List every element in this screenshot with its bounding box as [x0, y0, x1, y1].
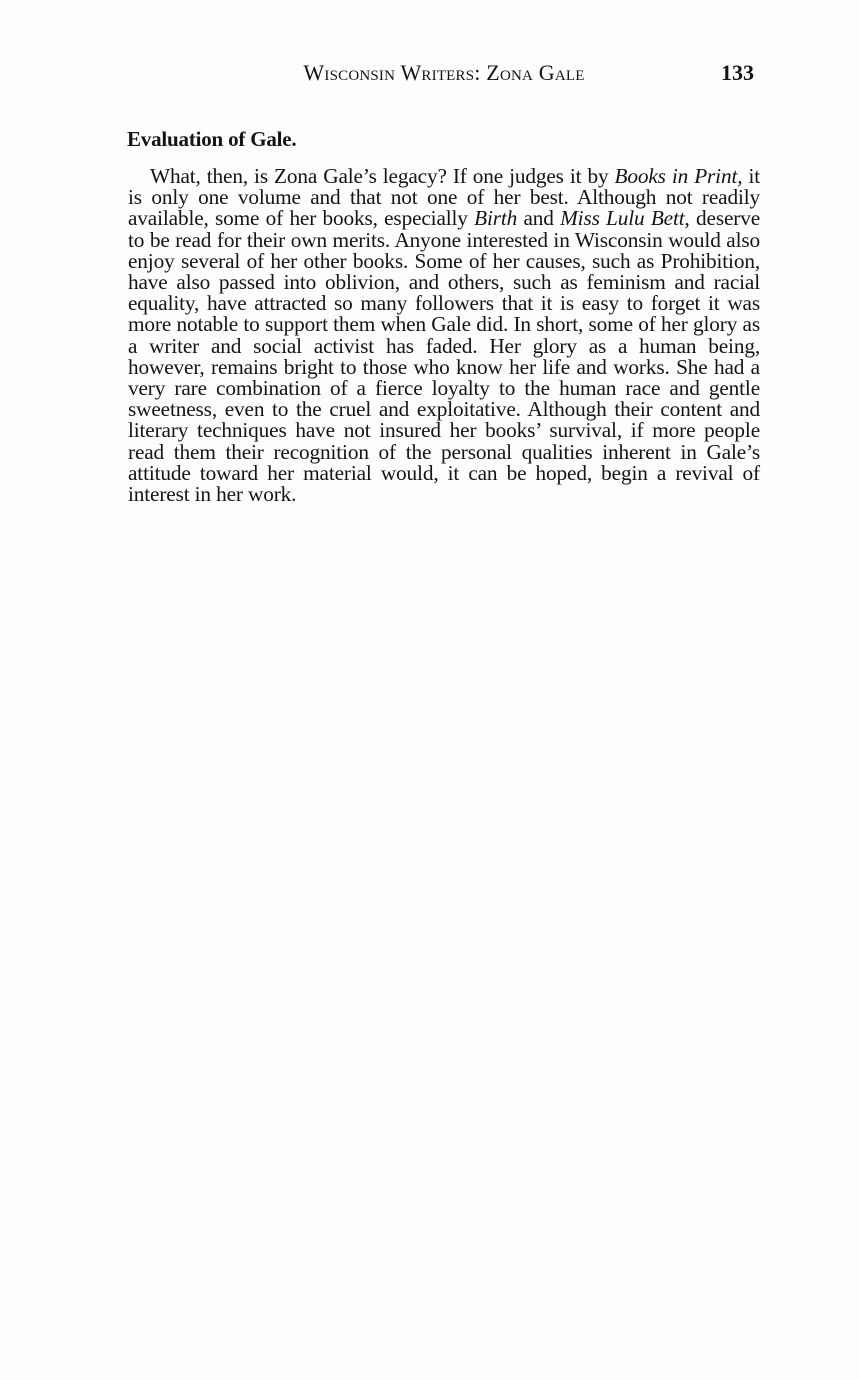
section-heading: Evaluation of Gale.	[127, 127, 297, 151]
page-number: 133	[721, 60, 754, 85]
running-title: Wisconsin Writers: Zona Gale	[303, 60, 585, 85]
italic-title-books-in-print: Books in Print	[614, 164, 738, 188]
paragraph-text-4: , deserve to be read for their own merits. Anyone interested in Wisconsin would also enjoy several of her other books. Some of her causes, such as Prohibition, have also passed into oblivion, and others, such as feminism and racial equality, have attracted so many followers that it is easy to forget it was more notable to support them when Gale did. In short, some of her glory as a writer and social activist has faded. Her glory as a human being, however, remains bright to those who know her life and works. She had a very rare combination of a fierce loyalty to the human race and gentle sweetness, even to the cruel and exploitative. Although their content and literary techniques have not insured her books’ survival, if more people read them their recognition of the personal qualities inherent in Gale’s attitude toward her material would, it can be hoped, begin a revival of interest in her work.	[128, 206, 761, 507]
italic-title-birth: Birth	[474, 206, 518, 231]
paragraph-text-3: and	[517, 206, 561, 231]
paragraph-text-1: What, then, is Zona Gale’s legacy? If one judges it by	[150, 164, 615, 188]
body-paragraph	[128, 166, 760, 505]
italic-title-miss-lulu-bett: Miss Lulu Bett	[560, 206, 685, 231]
running-header	[128, 60, 760, 92]
paragraph-text-2: , it is only one volume and that not one of her best. Although not readily available, some of her books, especially	[128, 164, 760, 231]
